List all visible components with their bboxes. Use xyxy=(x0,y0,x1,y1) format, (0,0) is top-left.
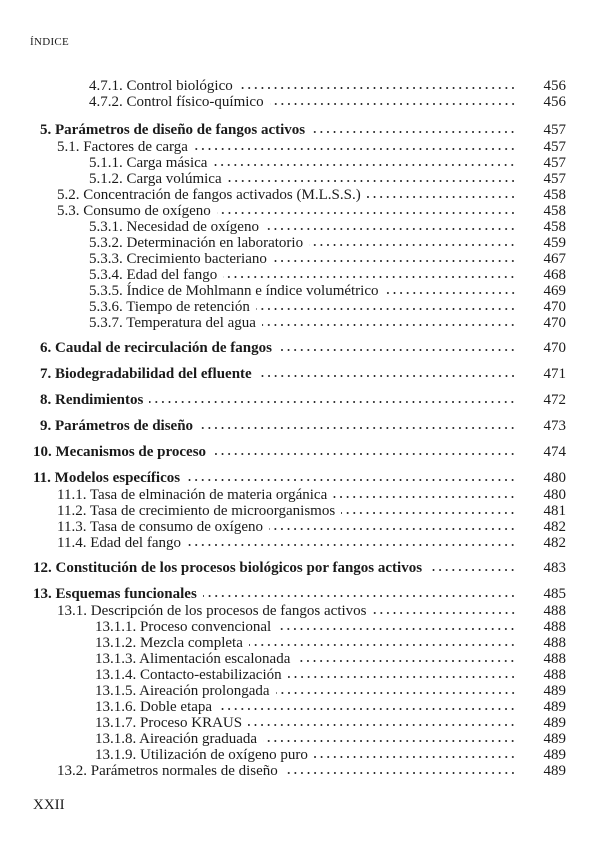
dot-leader xyxy=(212,444,516,456)
toc-entry[interactable] xyxy=(0,139,600,155)
toc-entry-page: 470 xyxy=(543,340,566,356)
dot-leader xyxy=(278,340,516,352)
toc-entry-page: 457 xyxy=(543,155,566,171)
toc-entry-page: 471 xyxy=(543,366,566,382)
dot-leader xyxy=(263,731,516,743)
toc-entry[interactable] xyxy=(0,487,600,503)
dot-leader xyxy=(249,635,516,647)
toc-entry-title: 5.3.7. Temperatura del agua xyxy=(89,315,256,331)
toc-entry-page: 457 xyxy=(543,139,566,155)
toc-entry-title-area xyxy=(0,470,518,487)
dot-leader xyxy=(223,267,516,279)
dot-leader xyxy=(341,503,516,515)
dot-leader xyxy=(385,283,516,295)
toc-entry-title: 13.1.6. Doble etapa xyxy=(95,699,213,715)
toc-entry-title: 5.2. Concentración de fangos activados (M.L.S.S.) xyxy=(57,187,361,203)
toc-entry-page: 473 xyxy=(543,418,566,434)
toc-entry-title-area xyxy=(0,392,518,409)
toc-entry-title: 13.1.3. Alimentación escalonada xyxy=(95,651,291,667)
toc-entry-title: 13.1.2. Mezcla completa xyxy=(95,635,243,651)
toc-entry-page: 488 xyxy=(543,619,566,635)
toc-entry-title-area xyxy=(0,519,518,535)
toc-entry-title: 13.1.7. Proceso KRAUS xyxy=(95,715,243,731)
dot-leader xyxy=(311,122,516,134)
toc-entry-page: 488 xyxy=(543,667,566,683)
dot-leader xyxy=(258,366,516,378)
toc-entry[interactable] xyxy=(0,747,600,763)
toc-entry-title: 5. Parámetros de diseño de fangos activos xyxy=(40,122,306,138)
toc-entry-title: 5.3.5. Índice de Mohlmann e índice volumétrico xyxy=(89,283,379,299)
toc-entry[interactable] xyxy=(0,535,600,551)
toc-entry-page: 457 xyxy=(543,122,566,138)
toc-entry[interactable] xyxy=(0,283,600,299)
toc-entry[interactable] xyxy=(0,78,600,94)
dot-leader xyxy=(277,619,516,631)
toc-entry[interactable] xyxy=(0,470,600,487)
toc-section xyxy=(0,122,600,331)
dot-leader xyxy=(187,535,516,547)
toc-entry[interactable] xyxy=(0,235,600,251)
toc-entry-page: 489 xyxy=(543,763,566,779)
toc-entry-page: 488 xyxy=(543,603,566,619)
toc-entry-title: 4.7.2. Control físico-químico xyxy=(89,94,264,110)
toc-entry-title: 5.3.4. Edad del fango xyxy=(89,267,218,283)
toc-entry-title-area xyxy=(0,418,518,435)
toc-entry[interactable] xyxy=(0,503,600,519)
toc-entry-title-area xyxy=(0,267,518,283)
toc-entry-page: 457 xyxy=(543,171,566,187)
dot-leader xyxy=(199,418,516,430)
toc-entry-title-area xyxy=(0,503,518,519)
toc-entry-title-area xyxy=(0,283,518,299)
toc-section xyxy=(0,418,600,435)
toc-entry-title-area xyxy=(0,139,518,155)
dot-leader xyxy=(309,235,516,247)
toc-entry-page: 469 xyxy=(543,283,566,299)
dot-leader xyxy=(333,487,516,499)
page-number-folio: XXII xyxy=(33,797,65,813)
toc-section xyxy=(0,392,600,409)
dot-leader xyxy=(262,315,516,327)
toc-entry-page: 483 xyxy=(543,560,566,576)
toc-entry-title-area xyxy=(0,603,518,619)
toc-entry-title-area xyxy=(0,667,518,683)
toc-entry-title-area xyxy=(0,560,518,577)
toc-entry[interactable] xyxy=(0,418,600,435)
toc-entry-page: 489 xyxy=(543,699,566,715)
toc-entry[interactable] xyxy=(0,219,600,235)
toc-entry-title: 5.3.6. Tiempo de retención xyxy=(89,299,250,315)
toc-entry-title-area xyxy=(0,122,518,139)
toc-entry-title: 5.1.1. Carga másica xyxy=(89,155,208,171)
toc-entry-title-area xyxy=(0,366,518,383)
toc-entry-title-area xyxy=(0,535,518,551)
toc-entry-page: 482 xyxy=(543,535,566,551)
toc-entry-page: 458 xyxy=(543,219,566,235)
table-of-contents xyxy=(0,78,600,779)
toc-entry[interactable] xyxy=(0,715,600,731)
dot-leader xyxy=(217,203,516,215)
toc-entry-page: 459 xyxy=(543,235,566,251)
toc-section xyxy=(0,340,600,357)
toc-entry-title-area xyxy=(0,747,518,763)
toc-entry-page: 481 xyxy=(543,503,566,519)
dot-leader xyxy=(194,139,516,151)
toc-entry-title-area xyxy=(0,78,518,94)
toc-entry-title: 5.1. Factores de carga xyxy=(57,139,188,155)
toc-entry-title: 4.7.1. Control biológico xyxy=(89,78,233,94)
toc-entry-page: 488 xyxy=(543,651,566,667)
toc-entry[interactable] xyxy=(0,683,600,699)
toc-entry-title-area xyxy=(0,340,518,357)
toc-entry-title: 13.1.9. Utilización de oxígeno puro xyxy=(95,747,308,763)
toc-section xyxy=(0,444,600,461)
dot-leader xyxy=(296,651,516,663)
toc-entry-title: 5.3. Consumo de oxígeno xyxy=(57,203,211,219)
dot-leader xyxy=(186,470,516,482)
toc-entry-page: 456 xyxy=(543,94,566,110)
toc-entry-title-area xyxy=(0,203,518,219)
toc-entry-page: 489 xyxy=(543,731,566,747)
toc-section xyxy=(0,366,600,383)
toc-entry-title-area xyxy=(0,731,518,747)
toc-entry-page: 489 xyxy=(543,683,566,699)
toc-entry-page: 474 xyxy=(543,444,566,460)
toc-entry-page: 456 xyxy=(543,78,566,94)
toc-entry-title: 5.3.2. Determinación en laboratorio xyxy=(89,235,304,251)
toc-entry-title-area xyxy=(0,94,518,110)
toc-entry-page: 458 xyxy=(543,187,566,203)
toc-entry-title: 11.2. Tasa de crecimiento de microorganismos xyxy=(57,503,336,519)
toc-entry[interactable] xyxy=(0,155,600,171)
dot-leader xyxy=(256,299,516,311)
toc-entry-page: 489 xyxy=(543,715,566,731)
toc-entry-page: 458 xyxy=(543,203,566,219)
toc-entry-title: 13.1.4. Contacto-estabilización xyxy=(95,667,282,683)
toc-entry[interactable] xyxy=(0,171,600,187)
dot-leader xyxy=(218,699,516,711)
toc-entry-title: 11.4. Edad del fango xyxy=(57,535,181,551)
toc-entry-title: 10. Mecanismos de proceso xyxy=(33,444,207,460)
toc-entry-title: 11. Modelos específicos xyxy=(33,470,181,486)
toc-entry[interactable] xyxy=(0,267,600,283)
toc-entry[interactable] xyxy=(0,763,600,779)
toc-entry-page: 480 xyxy=(543,487,566,503)
dot-leader xyxy=(288,667,516,679)
toc-entry-page: 468 xyxy=(543,267,566,283)
toc-entry-title-area xyxy=(0,699,518,715)
toc-entry-title-area xyxy=(0,444,518,461)
toc-entry-title-area xyxy=(0,171,518,187)
toc-entry-title-area xyxy=(0,251,518,267)
toc-entry-title-area xyxy=(0,299,518,315)
toc-entry-title-area xyxy=(0,219,518,235)
toc-entry[interactable] xyxy=(0,187,600,203)
toc-entry-page: 470 xyxy=(543,299,566,315)
dot-leader xyxy=(276,683,516,695)
toc-entry[interactable] xyxy=(0,340,600,357)
toc-entry-page: 485 xyxy=(543,586,566,602)
toc-entry[interactable] xyxy=(0,603,600,619)
dot-leader xyxy=(239,78,516,90)
dot-leader xyxy=(428,560,516,572)
toc-section xyxy=(0,78,600,110)
toc-entry[interactable] xyxy=(0,392,600,409)
toc-entry-title: 5.3.1. Necesidad de oxígeno xyxy=(89,219,259,235)
toc-section xyxy=(0,586,600,779)
toc-entry[interactable] xyxy=(0,366,600,383)
toc-entry-page: 489 xyxy=(543,747,566,763)
toc-entry[interactable] xyxy=(0,635,600,651)
dot-leader xyxy=(228,171,516,183)
toc-entry[interactable] xyxy=(0,315,600,331)
toc-section xyxy=(0,560,600,577)
toc-entry-title-area xyxy=(0,187,518,203)
toc-entry[interactable] xyxy=(0,560,600,577)
toc-entry-title: 6. Caudal de recirculación de fangos xyxy=(40,340,272,356)
toc-section xyxy=(0,470,600,551)
toc-entry-title-area xyxy=(0,619,518,635)
toc-entry[interactable] xyxy=(0,586,600,603)
toc-entry[interactable] xyxy=(0,94,600,110)
toc-entry-page: 470 xyxy=(543,315,566,331)
toc-entry-page: 482 xyxy=(543,519,566,535)
toc-entry-title-area xyxy=(0,715,518,731)
toc-entry-title-area xyxy=(0,651,518,667)
toc-entry-title: 11.1. Tasa de elminación de materia orgánica xyxy=(57,487,328,503)
toc-entry-title: 13.1. Descripción de los procesos de fangos activos xyxy=(57,603,367,619)
toc-entry-title-area xyxy=(0,315,518,331)
dot-leader xyxy=(265,219,516,231)
dot-leader xyxy=(269,519,516,531)
dot-leader xyxy=(213,155,516,167)
toc-entry-title: 11.3. Tasa de consumo de oxígeno xyxy=(57,519,263,535)
toc-entry-title-area xyxy=(0,155,518,171)
dot-leader xyxy=(273,251,516,263)
toc-entry[interactable] xyxy=(0,122,600,139)
toc-entry[interactable] xyxy=(0,667,600,683)
toc-entry-title: 13.1.5. Aireación prolongada xyxy=(95,683,270,699)
dot-leader xyxy=(203,586,516,598)
toc-entry-page: 467 xyxy=(543,251,566,267)
toc-entry-title: 9. Parámetros de diseño xyxy=(40,418,194,434)
toc-entry-title-area xyxy=(0,586,518,603)
toc-entry-page: 472 xyxy=(543,392,566,408)
toc-entry[interactable] xyxy=(0,619,600,635)
toc-entry[interactable] xyxy=(0,651,600,667)
running-head: ÍNDICE xyxy=(30,36,70,48)
toc-entry-title-area xyxy=(0,487,518,503)
toc-entry-title: 13. Esquemas funcionales xyxy=(33,586,197,602)
toc-entry-title: 5.3.3. Crecimiento bacteriano xyxy=(89,251,267,267)
dot-leader xyxy=(314,747,516,759)
toc-entry-page: 488 xyxy=(543,635,566,651)
toc-entry-page: 480 xyxy=(543,470,566,486)
dot-leader xyxy=(248,715,516,727)
toc-entry-title: 13.1.1. Proceso convencional xyxy=(95,619,272,635)
toc-entry-title-area xyxy=(0,635,518,651)
toc-entry-title-area xyxy=(0,683,518,699)
toc-entry-title-area xyxy=(0,763,518,779)
toc-entry[interactable] xyxy=(0,444,600,461)
dot-leader xyxy=(367,187,516,199)
toc-entry[interactable] xyxy=(0,699,600,715)
dot-leader xyxy=(284,763,516,775)
toc-entry-title: 5.1.2. Carga volúmica xyxy=(89,171,222,187)
toc-entry-title: 13.2. Parámetros normales de diseño xyxy=(57,763,278,779)
toc-entry[interactable] xyxy=(0,519,600,535)
toc-entry-title: 12. Constitución de los procesos biológicos por fangos activos xyxy=(33,560,423,576)
toc-entry-title: 8. Rendimientos xyxy=(40,392,144,408)
dot-leader xyxy=(149,392,516,404)
toc-entry[interactable] xyxy=(0,299,600,315)
dot-leader xyxy=(270,94,516,106)
toc-entry-title: 13.1.8. Aireación graduada xyxy=(95,731,258,747)
toc-entry-title: 7. Biodegradabilidad del efluente xyxy=(40,366,252,382)
toc-entry[interactable] xyxy=(0,203,600,219)
toc-entry[interactable] xyxy=(0,731,600,747)
toc-entry-title-area xyxy=(0,235,518,251)
dot-leader xyxy=(373,603,516,615)
toc-entry[interactable] xyxy=(0,251,600,267)
